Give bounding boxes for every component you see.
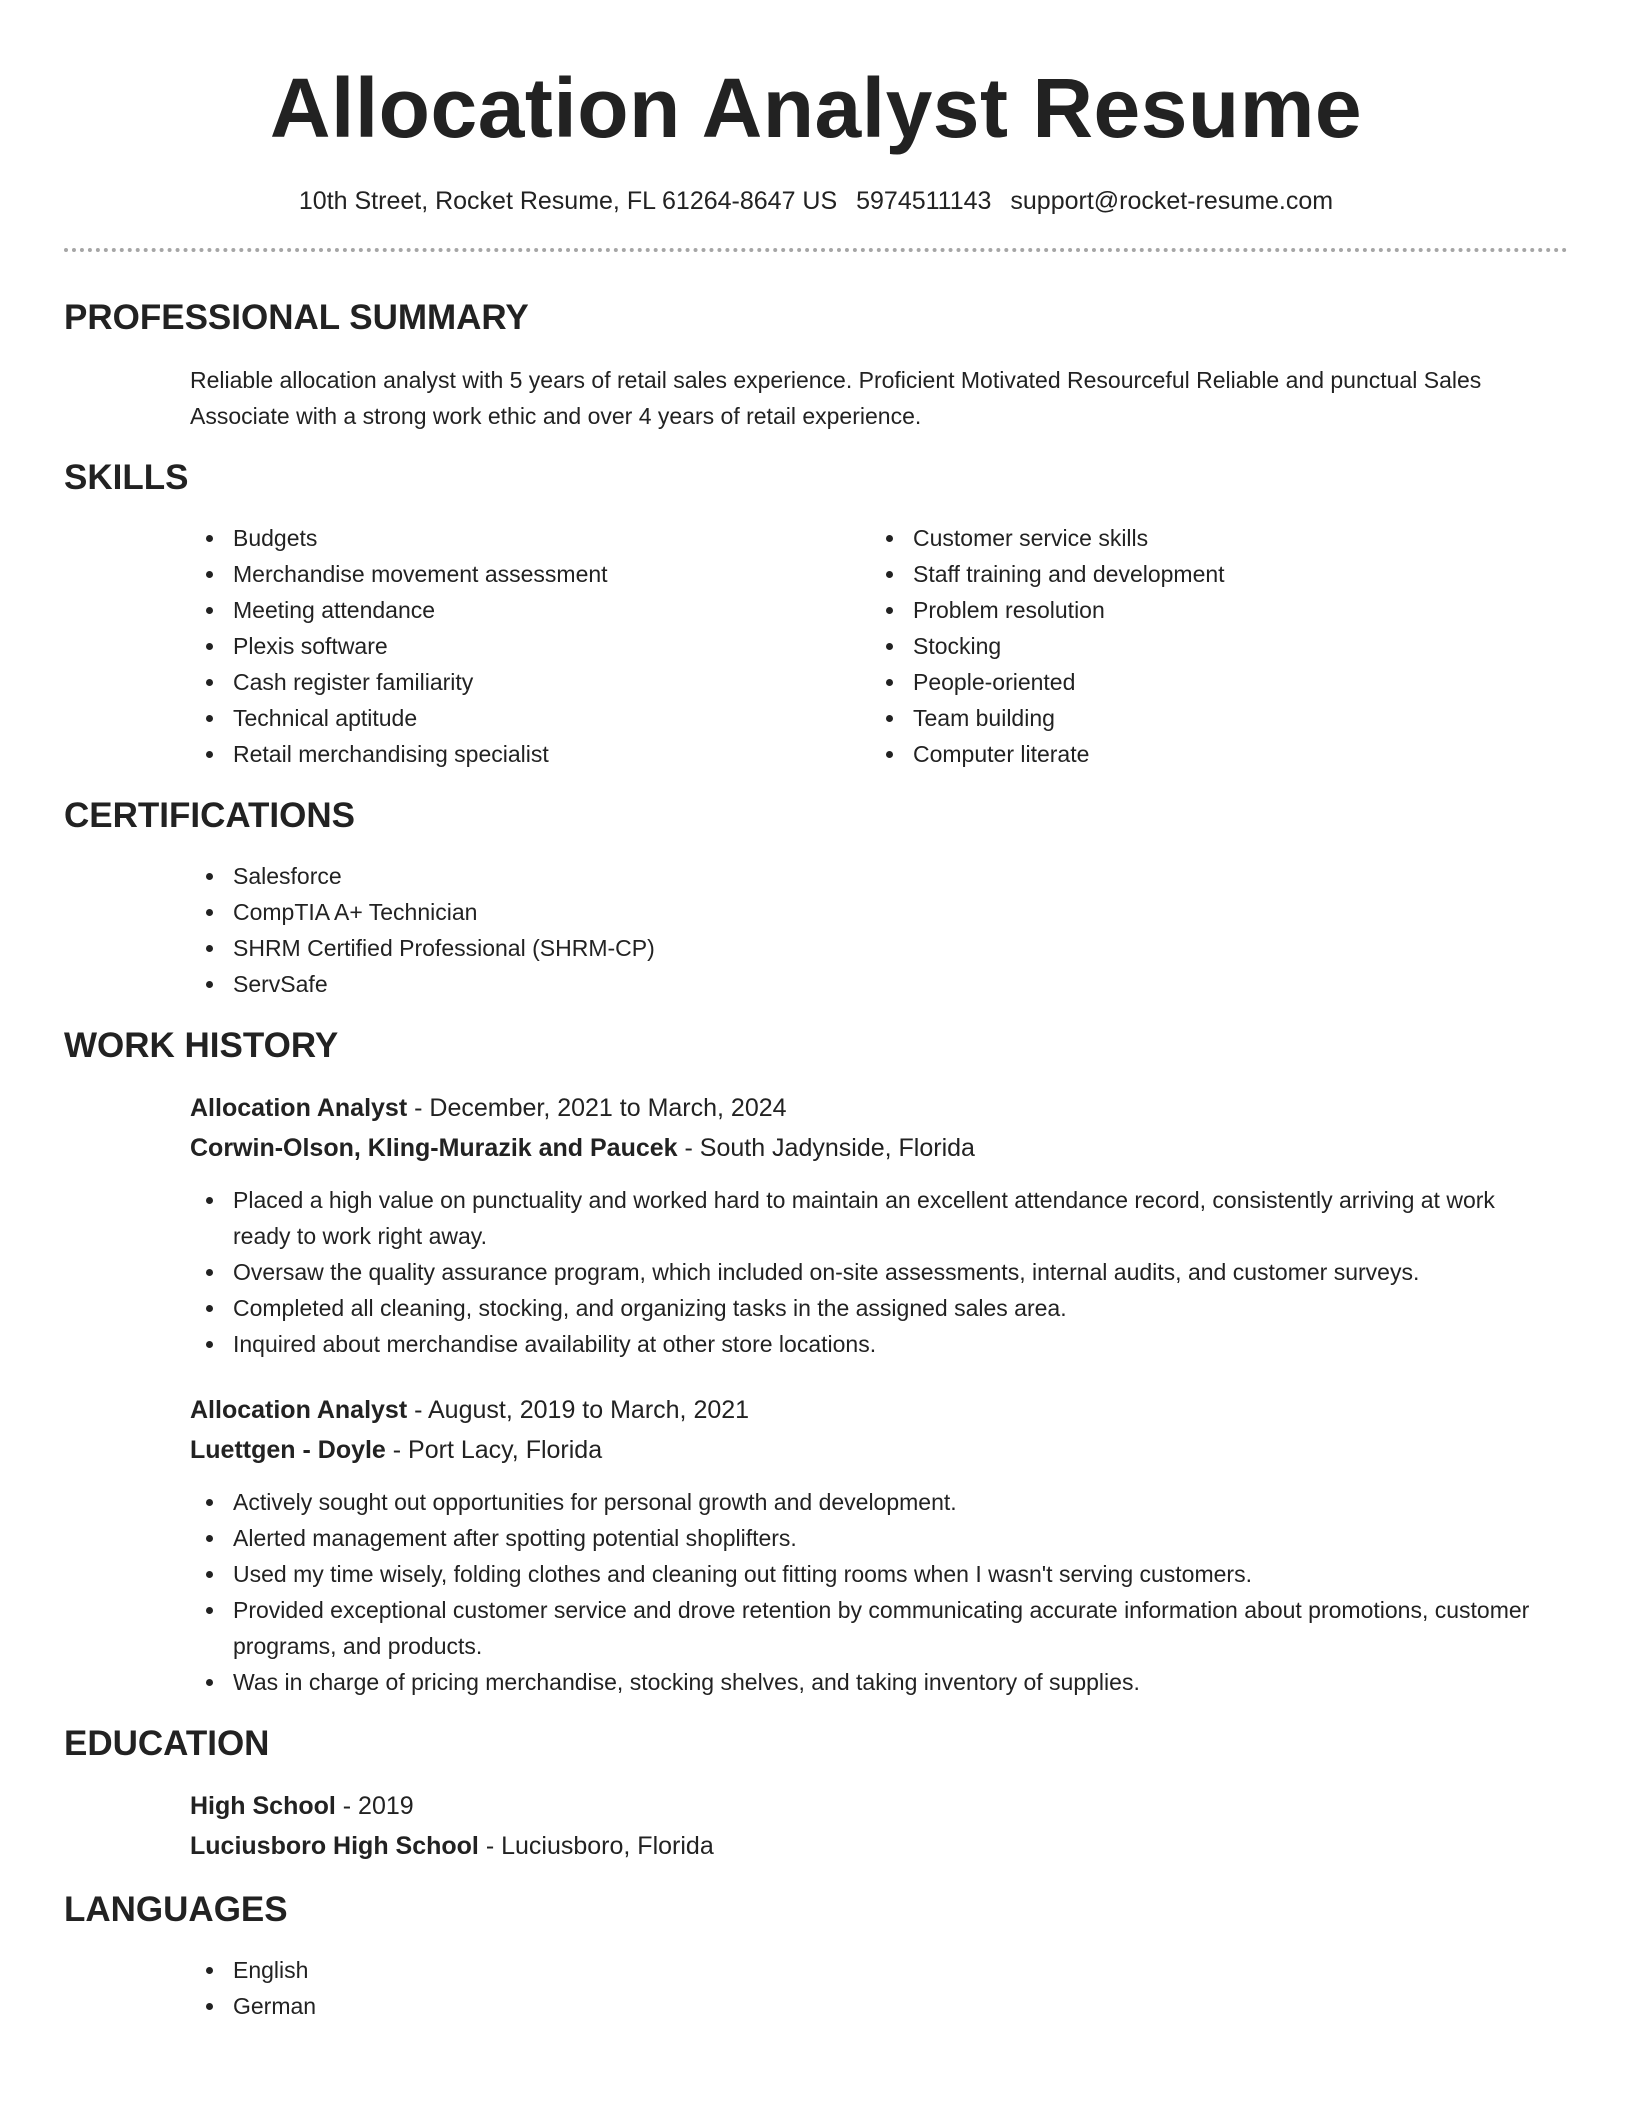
language-item: English: [190, 1952, 1568, 1988]
job-duty-item: Oversaw the quality assurance program, which included on-site assessments, internal audits, and customer surveys.: [190, 1254, 1568, 1290]
skill-item: Technical aptitude: [190, 700, 870, 736]
job-duty-item: Alerted management after spotting potential shoplifters.: [190, 1520, 1568, 1556]
job-entry: [64, 1088, 1568, 1362]
education-school-line: [64, 1826, 1568, 1866]
education-degree-line: [64, 1786, 1568, 1826]
education-degree: High School: [190, 1792, 336, 1820]
certifications-list: [64, 858, 1568, 1002]
job-duty-item: Actively sought out opportunities for personal growth and development.: [190, 1484, 1568, 1520]
skill-item: Problem resolution: [870, 592, 1550, 628]
skill-item: Team building: [870, 700, 1550, 736]
skill-item: Merchandise movement assessment: [190, 556, 870, 592]
summary-section: [64, 296, 1568, 434]
contact-address: 10th Street, Rocket Resume, FL 61264-8647 US: [298, 187, 838, 215]
job-duties-list: [64, 1484, 1568, 1700]
job-company-line: [64, 1430, 1568, 1470]
skill-item: Cash register familiarity: [190, 664, 870, 700]
contact-phone: 5974511143: [856, 187, 992, 215]
languages-heading: LANGUAGES: [64, 1890, 288, 1929]
skills-heading: SKILLS: [64, 458, 189, 497]
skill-item: Retail merchandising specialist: [190, 736, 870, 772]
skill-item: Plexis software: [190, 628, 870, 664]
skill-item: Meeting attendance: [190, 592, 870, 628]
job-location: - South Jadynside, Florida: [677, 1134, 975, 1162]
resume-title: Allocation Analyst Resume: [269, 61, 1363, 155]
job-company: Luettgen - Doyle: [190, 1436, 386, 1464]
skills-section: [64, 456, 1568, 772]
certifications-section: [64, 794, 1568, 1002]
skill-item: Customer service skills: [870, 520, 1550, 556]
language-item: German: [190, 1988, 1568, 2024]
languages-list: [64, 1952, 1568, 2024]
skills-list-left: [190, 520, 870, 772]
job-duty-item: Inquired about merchandise availability at other store locations.: [190, 1326, 1568, 1362]
skill-item: Staff training and development: [870, 556, 1550, 592]
skill-item: People-oriented: [870, 664, 1550, 700]
skill-item: Stocking: [870, 628, 1550, 664]
skills-columns: [64, 520, 1568, 772]
education-heading: EDUCATION: [64, 1724, 270, 1763]
certification-item: Salesforce: [190, 858, 1568, 894]
job-company-line: [64, 1128, 1568, 1168]
summary-text: Reliable allocation analyst with 5 years of retail sales experience. Proficient Motivated Resourceful Reliable and punctual Sales Associate with a strong work ethic and over 4 years of retail experience.: [190, 367, 1482, 429]
education-section: [64, 1722, 1568, 1866]
contact-line: [64, 184, 1568, 218]
education-year: - 2019: [335, 1792, 414, 1820]
job-title: Allocation Analyst: [190, 1396, 408, 1424]
job-duties-list: [64, 1182, 1568, 1362]
summary-heading: PROFESSIONAL SUMMARY: [64, 298, 529, 337]
education-entry: [64, 1786, 1568, 1866]
job-duty-item: Provided exceptional customer service and drove retention by communicating accurate information about promotions, customer programs, and products.: [190, 1592, 1568, 1664]
job-duty-item: Completed all cleaning, stocking, and organizing tasks in the assigned sales area.: [190, 1290, 1568, 1326]
certification-item: ServSafe: [190, 966, 1568, 1002]
job-title-line: [64, 1088, 1568, 1128]
header-divider: [64, 248, 1568, 252]
contact-email: support@rocket-resume.com: [1010, 187, 1334, 215]
job-entry: [64, 1390, 1568, 1700]
job-duty-item: Used my time wisely, folding clothes and cleaning out fitting rooms when I wasn't serving customers.: [190, 1556, 1568, 1592]
job-title-line: [64, 1390, 1568, 1430]
job-duty-item: Placed a high value on punctuality and worked hard to maintain an excellent attendance record, consistently arriving at work ready to work right away.: [190, 1182, 1568, 1254]
languages-section: [64, 1888, 1568, 2024]
skill-item: Computer literate: [870, 736, 1550, 772]
skills-list-right: [870, 520, 1550, 772]
education-school: Luciusboro High School: [190, 1832, 479, 1860]
education-location: - Luciusboro, Florida: [478, 1832, 714, 1860]
job-title: Allocation Analyst: [190, 1094, 408, 1122]
job-dates: - December, 2021 to March, 2024: [407, 1094, 787, 1122]
certifications-heading: CERTIFICATIONS: [64, 796, 356, 835]
skill-item: Budgets: [190, 520, 870, 556]
certification-item: CompTIA A+ Technician: [190, 894, 1568, 930]
job-company: Corwin-Olson, Kling-Murazik and Paucek: [190, 1134, 678, 1162]
job-duty-item: Was in charge of pricing merchandise, stocking shelves, and taking inventory of supplies.: [190, 1664, 1568, 1700]
certification-item: SHRM Certified Professional (SHRM-CP): [190, 930, 1568, 966]
job-location: - Port Lacy, Florida: [385, 1436, 603, 1464]
job-dates: - August, 2019 to March, 2021: [407, 1396, 750, 1424]
work-history-section: [64, 1024, 1568, 1700]
work-history-heading: WORK HISTORY: [64, 1026, 339, 1065]
